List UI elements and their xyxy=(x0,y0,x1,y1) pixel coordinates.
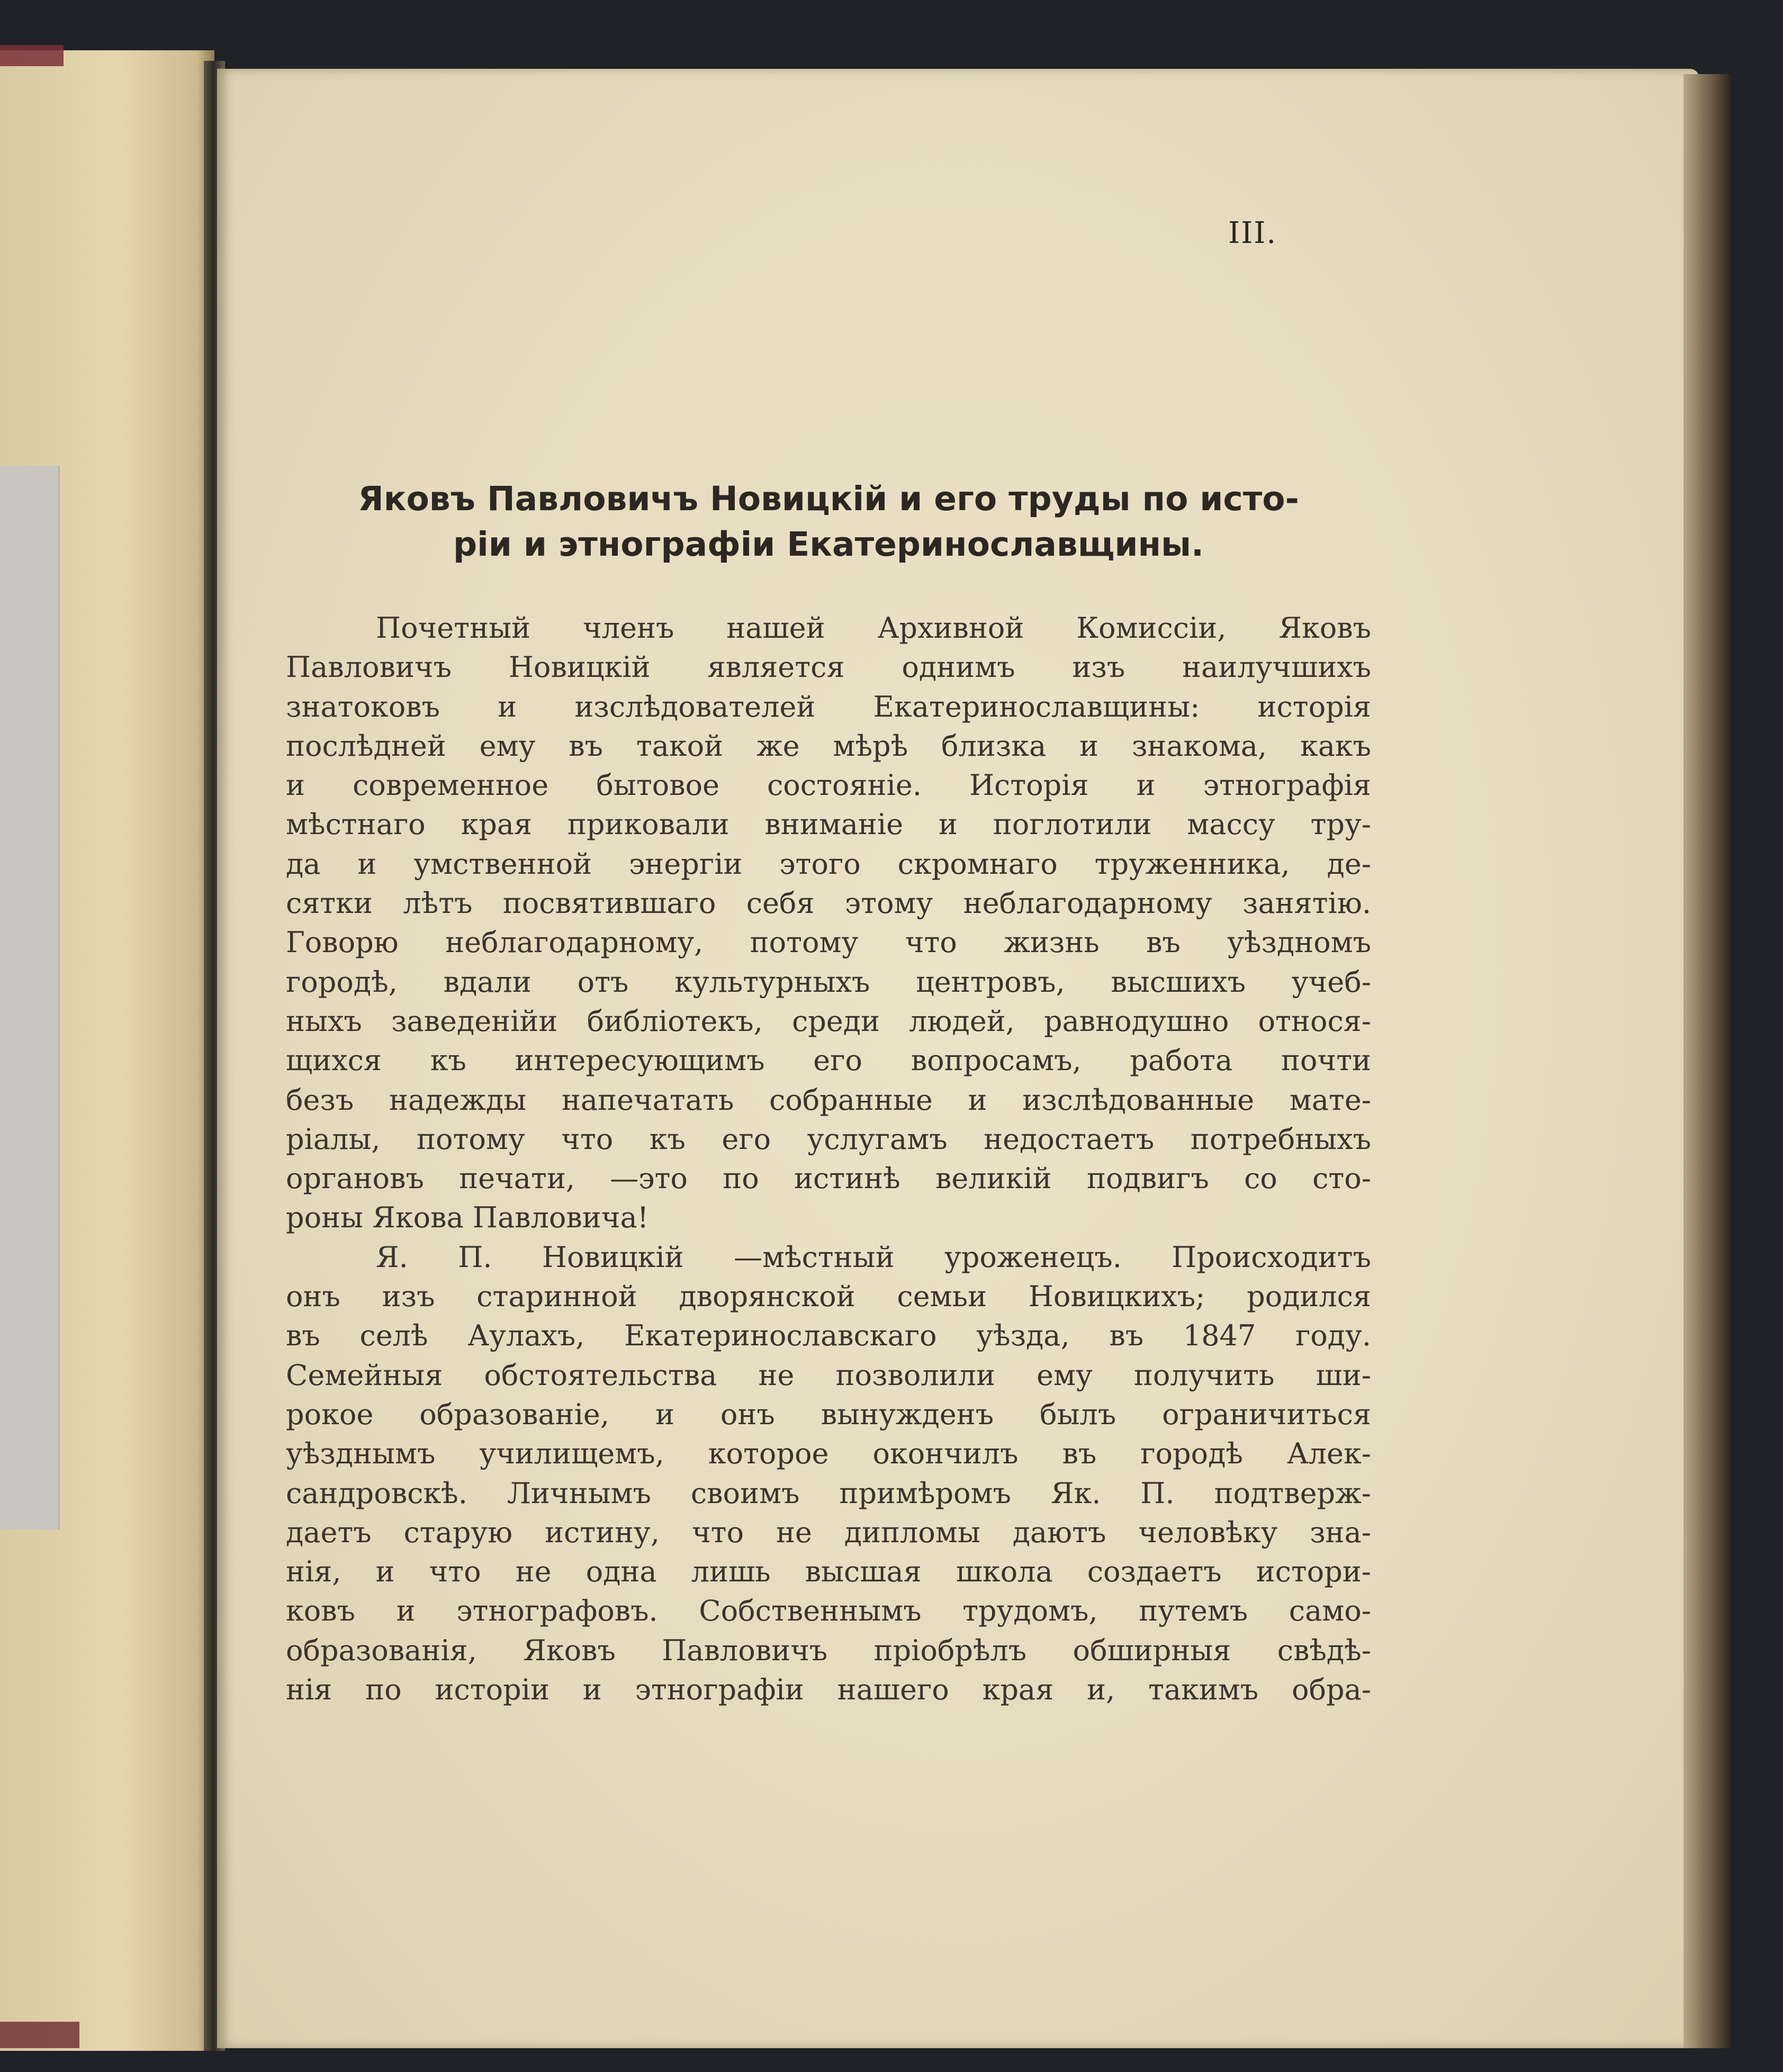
text-line: послѣдней ему въ такой же мѣрѣ близка и знакома, какъ xyxy=(286,729,1371,763)
text-line: въ селѣ Аулахъ, Екатеринославскаго уѣзда, въ 1847 году. xyxy=(286,1319,1371,1353)
body-text xyxy=(286,609,1371,1709)
text-line: даетъ старую истину, что не дипломы даютъ человѣку зна- xyxy=(286,1515,1371,1549)
text-line: Павловичъ Новицкій является однимъ изъ наилучшихъ xyxy=(286,650,1371,684)
text-line: щихся къ интересующимъ его вопросамъ, работа почти xyxy=(286,1044,1371,1078)
text-line: Я. П. Новицкій —мѣстный уроженецъ. Происходитъ xyxy=(376,1240,1371,1274)
text-line: безъ надежды напечатать собранные и изслѣдованные мате- xyxy=(286,1083,1371,1117)
text-line: Семейныя обстоятельства не позволили ему получить ши- xyxy=(286,1358,1371,1392)
text-line: сятки лѣтъ посвятившаго себя этому неблагодарному занятію. xyxy=(286,886,1371,920)
text-line: знатоковъ и изслѣдователей Екатеринославщины: исторія xyxy=(286,690,1371,723)
article-title xyxy=(286,476,1371,567)
text-line: мѣстнаго края приковали вниманіе и поглотили массу тру- xyxy=(286,808,1371,842)
text-line: нія по исторіи и этнографіи нашего края и, такимъ обра- xyxy=(286,1673,1371,1707)
text-line: уѣзднымъ училищемъ, которое окончилъ въ городѣ Алек- xyxy=(286,1437,1371,1471)
text-line: и современное бытовое состояніе. Исторія и этнографія xyxy=(286,768,1371,802)
text-line: онъ изъ старинной дворянской семьи Новицкихъ; родился xyxy=(286,1280,1371,1314)
text-line: ковъ и этнографовъ. Собственнымъ трудомъ, путемъ само- xyxy=(286,1594,1371,1628)
page-number: III. xyxy=(1228,216,1277,250)
title-line: ріи и этнографіи Екатеринославщины. xyxy=(453,525,1204,564)
text-line: ныхъ заведенійи библіотекъ, среди людей, равнодушно относя- xyxy=(286,1004,1371,1038)
text-line: городѣ, вдали отъ культурныхъ центровъ, высшихъ учеб- xyxy=(286,965,1371,999)
text-line: да и умственной энергіи этого скромнаго труженника, де- xyxy=(286,847,1371,881)
title-line: Яковъ Павловичъ Новицкій и его труды по исто- xyxy=(358,479,1299,518)
left-page-plate xyxy=(0,466,60,1530)
text-line: ріалы, потому что къ его услугамъ недостаетъ потребныхъ xyxy=(286,1122,1371,1156)
cover-edge-bottom xyxy=(0,2022,79,2048)
text-line: образованія, Яковъ Павловичъ пріобрѣлъ обширныя свѣдѣ- xyxy=(286,1633,1371,1667)
text-line: органовъ печати, —это по истинѣ великій подвигъ со сто- xyxy=(286,1162,1371,1196)
text-line: Говорю неблагодарному, потому что жизнь въ уѣздномъ xyxy=(286,926,1371,960)
text-line: рокое образованіе, и онъ вынужденъ былъ ограничиться xyxy=(286,1397,1371,1431)
text-line: сандровскѣ. Личнымъ своимъ примѣромъ Як. П. подтверж- xyxy=(286,1476,1371,1510)
text-line: нія, и что не одна лишь высшая школа создаетъ истори- xyxy=(286,1555,1371,1589)
cover-edge-top xyxy=(0,45,64,66)
text-line: Почетный членъ нашей Архивной Комиссіи, Яковъ xyxy=(376,611,1371,645)
text-line: роны Якова Павловича! xyxy=(286,1201,649,1235)
page-edges xyxy=(1683,74,1731,2048)
